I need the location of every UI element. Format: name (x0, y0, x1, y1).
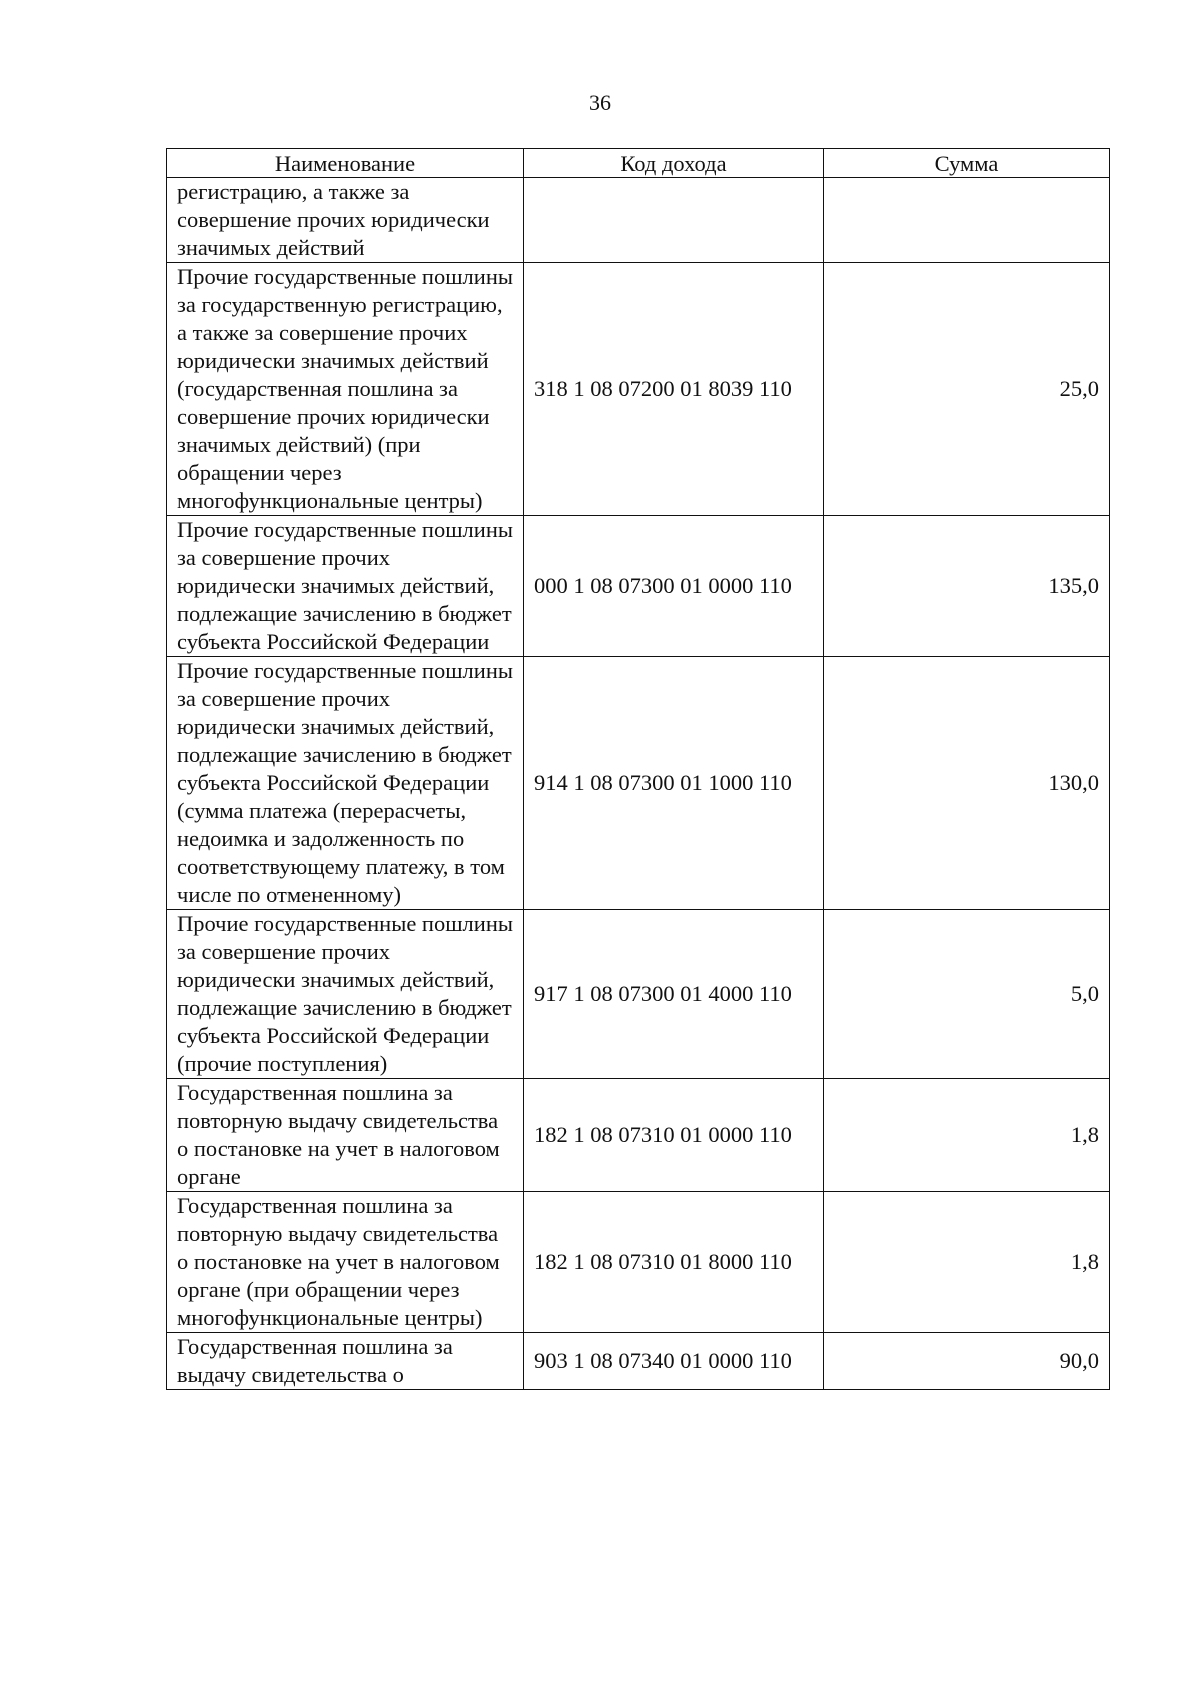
table-row (167, 1333, 1110, 1390)
row-sum: 135,0 (824, 516, 1110, 657)
row-name: Прочие государственные пошлины за совершение прочих юридически значимых действий, подлежащие зачислению в бюджет субъекта Российской Федерации (прочие поступления) (167, 910, 524, 1079)
row-name: регистрацию, а также за совершение прочих юридически значимых действий (167, 178, 524, 263)
row-name: Государственная пошлина за повторную выдачу свидетельства о постановке на учет в налоговом органе (при обращении через многофункциональные центры) (167, 1192, 524, 1333)
row-name: Государственная пошлина за повторную выдачу свидетельства о постановке на учет в налоговом органе (167, 1079, 524, 1192)
row-sum: 90,0 (824, 1333, 1110, 1390)
table-row (167, 1192, 1110, 1333)
row-sum: 130,0 (824, 657, 1110, 910)
row-code: 182 1 08 07310 01 8000 110 (524, 1192, 824, 1333)
row-code: 903 1 08 07340 01 0000 110 (524, 1333, 824, 1390)
column-header-name: Наименование (167, 149, 524, 178)
row-name: Прочие государственные пошлины за совершение прочих юридически значимых действий, подлежащие зачислению в бюджет субъекта Российской Федерации (167, 516, 524, 657)
table-row (167, 178, 1110, 263)
table-row (167, 910, 1110, 1079)
row-sum: 5,0 (824, 910, 1110, 1079)
column-header-sum: Сумма (824, 149, 1110, 178)
row-sum: 1,8 (824, 1079, 1110, 1192)
row-code: 917 1 08 07300 01 4000 110 (524, 910, 824, 1079)
row-code: 914 1 08 07300 01 1000 110 (524, 657, 824, 910)
revenue-table (166, 148, 1110, 1390)
table-row (167, 263, 1110, 516)
table-row (167, 657, 1110, 910)
row-code: 318 1 08 07200 01 8039 110 (524, 263, 824, 516)
row-sum (824, 178, 1110, 263)
row-code (524, 178, 824, 263)
page-number: 36 (589, 90, 611, 115)
table-row (167, 1079, 1110, 1192)
row-sum: 25,0 (824, 263, 1110, 516)
row-sum: 1,8 (824, 1192, 1110, 1333)
column-header-code: Код дохода (524, 149, 824, 178)
row-code: 000 1 08 07300 01 0000 110 (524, 516, 824, 657)
row-name: Прочие государственные пошлины за совершение прочих юридически значимых действий, подлежащие зачислению в бюджет субъекта Российской Федерации (сумма платежа (перерасчеты, недоимка и задолженность по соответствующему платежу, в том числе по отмененному) (167, 657, 524, 910)
row-name: Прочие государственные пошлины за государственную регистрацию, а также за совершение прочих юридически значимых действий (государственная пошлина за совершение прочих юридически значимых действий) (при обращении через многофункциональные центры) (167, 263, 524, 516)
row-name: Государственная пошлина за выдачу свидетельства о (167, 1333, 524, 1390)
table-row (167, 516, 1110, 657)
row-code: 182 1 08 07310 01 0000 110 (524, 1079, 824, 1192)
table-header-row (167, 149, 1110, 178)
